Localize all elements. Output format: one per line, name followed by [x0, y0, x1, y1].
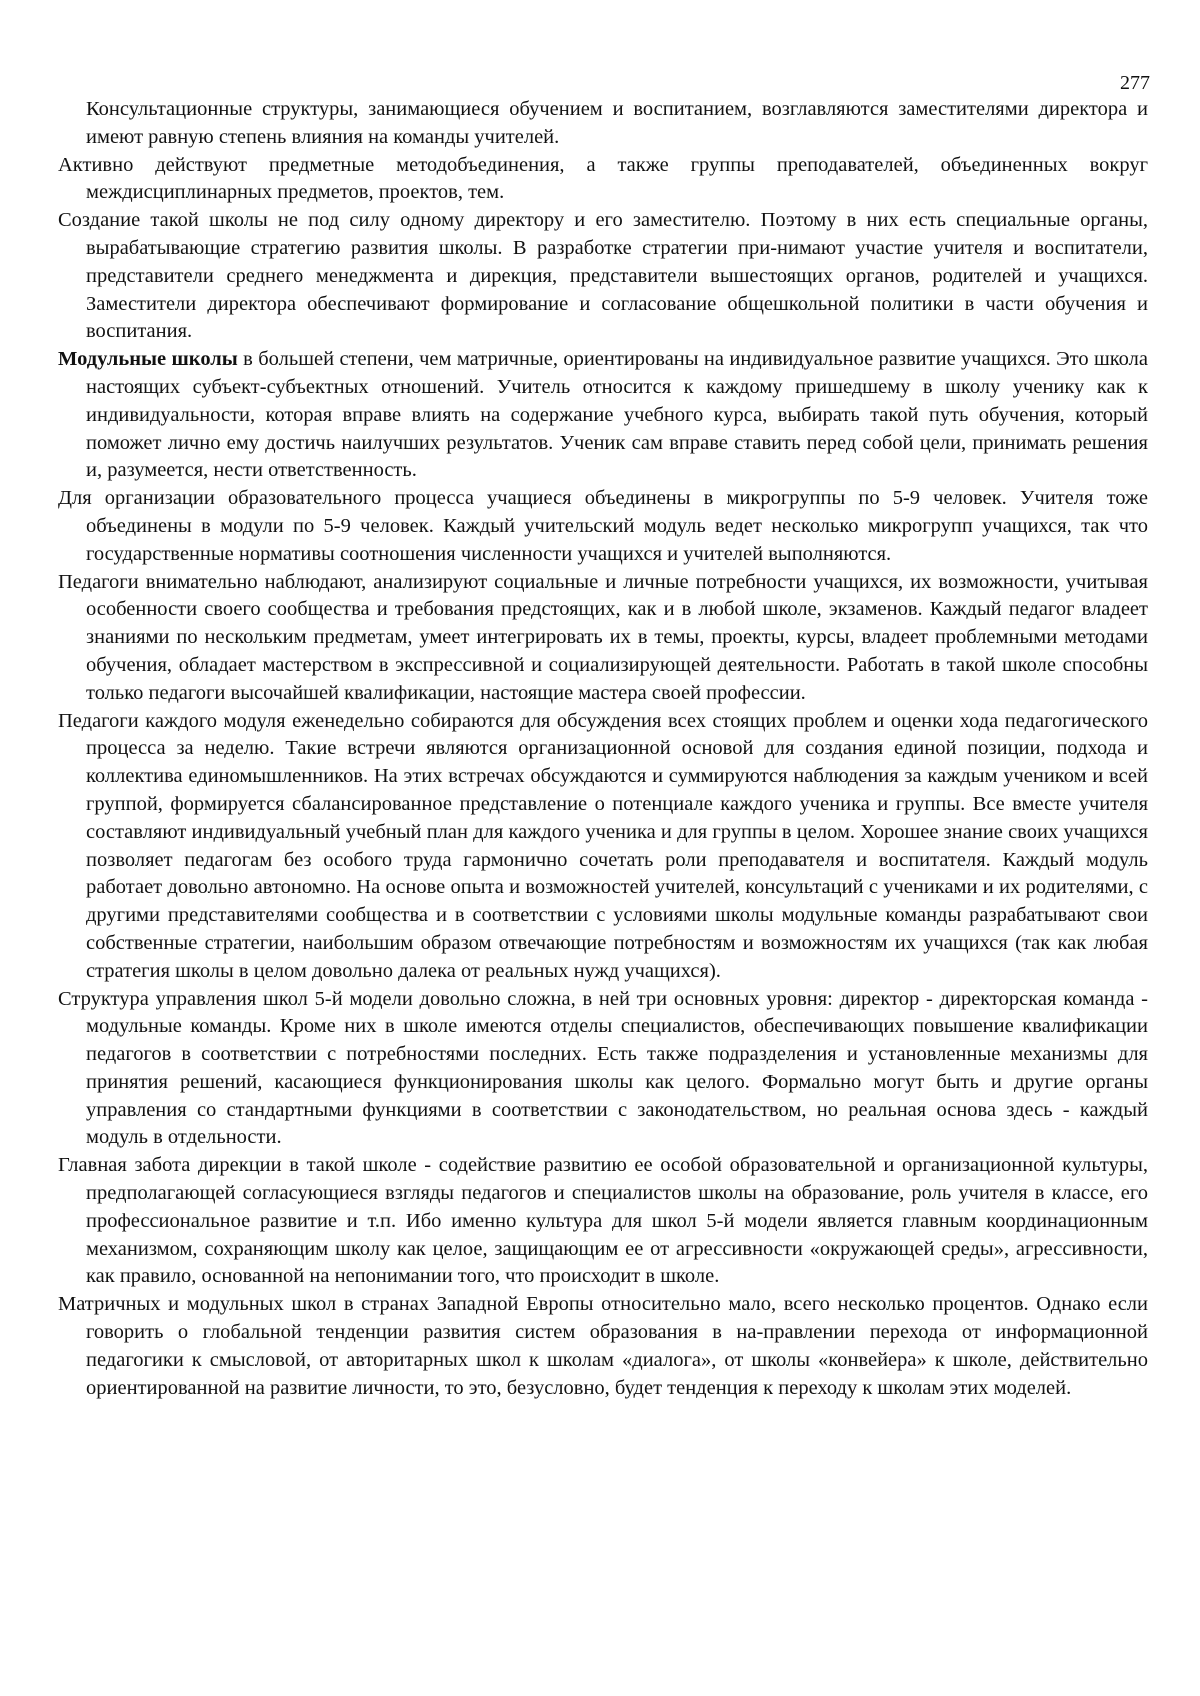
paragraph-text: Педагоги каждого модуля еженедельно собираются для обсуждения всех стоящих проблем и оценки хода педагогического процесса за неделю. Такие встречи являются организационной основой для создания единой позиции, подхода и коллектива единомышленников. На этих встречах обсуждаются и суммируются наблюдения за каждым учеником и всей группой, формируется сбалансированное представление о потенциале каждого ученика и группы. Все вместе учителя составляют индивидуальный учебный план для каждого ученика и для группы в целом. Хорошее знание своих учащихся позволяет педагогам без особого труда гармонично сочетать роли преподавателя и воспитателя. Каждый модуль работает довольно автономно. На основе опыта и возможностей учителей, консультаций с учениками и их родителями, с другими представителями сообщества и в соответствии с условиями школы модульные команды разрабатывают свои собственные стратегии, наибольшим образом отвечающие потребностям и возможностям их учащихся (так как любая стратегия школы в целом довольно далека от реальных нужд учащихся). [58, 709, 1148, 982]
paragraph-consultation-structures [58, 96, 1148, 152]
paragraph-microgroups [58, 485, 1148, 568]
paragraph-subject-associations [58, 152, 1148, 208]
paragraph-text: Для организации образовательного процесса учащиеся объединены в микрогруппы по 5-9 человек. Учителя тоже объединены в модули по 5-9 человек. Каждый учительский модуль ведет несколько микрогрупп учащихся, так что государственные нормативы соотношения численности учащихся и учителей выполняются. [58, 487, 1148, 565]
page-body [58, 96, 1148, 1402]
paragraph-text: Создание такой школы не под силу одному директору и его заместителю. Поэтому в них есть специальные органы, вырабатывающие стратегию развития школы. В разработке стратегии при-нимают участие учителя и воспитатели, представители среднего менеджмента и дирекция, представители вышестоящих органов, родителей и учащихся. Заместители директора обеспечивают формирование и согласование общешкольной политики в части обучения и воспитания. [58, 209, 1148, 343]
paragraph-text: в большей степени, чем матричные, ориентированы на индивидуальное развитие учащихся. Это школа настоящих субъект-субъектных отношений. Учитель относится к каждому пришедшему в школу ученику как к индивидуальности, которая вправе влиять на содержание учебного курса, выбирать такой путь обучения, который поможет лично ему достичь наилучших результатов. Ученик сам вправе ставить перед собой цели, принимать решения и, разумеется, нести ответственность. [86, 348, 1148, 482]
paragraph-text: Консультационные структуры, занимающиеся обучением и воспитанием, возглавляются заместителями директора и имеют равную степень влияния на команды учителей. [86, 98, 1148, 148]
paragraph-text: Активно действуют предметные методобъединения, а также группы преподавателей, объединенных вокруг междисциплинарных предметов, проектов, тем. [58, 153, 1148, 204]
paragraph-text: Структура управления школ 5-й модели довольно сложна, в ней три основных уровня: директор - директорская команда - модульные команды. Кроме них в школе имеются отделы специалистов, обеспечивающих повышение квалификации педагогов в соответствии с потребностями последних. Есть также подразделения и установленные механизмы для принятия решений, касающиеся функционирования школы как целого. Формально могут быть и другие органы управления со стандартными функциями в соответствии с законодательством, но реальная основа здесь - каждый модуль в отдельности. [58, 987, 1148, 1149]
paragraph-directorate-concern [58, 1152, 1148, 1291]
page-number: 277 [1120, 72, 1150, 94]
paragraph-western-europe [58, 1291, 1148, 1402]
paragraph-text: Матричных и модульных школ в странах Западной Европы относительно мало, всего несколько процентов. Однако если говорить о глобальной тенденции развития систем образования в на-правлении перехода от информационной педагогики к смысловой, от авторитарных школ к школам «диалога», от школы «конвейера» к школе, действительно ориентированной на развитие личности, то это, безусловно, будет тенденция к переходу к школам этих моделей. [58, 1293, 1148, 1399]
paragraph-strategy-bodies [58, 207, 1148, 346]
term-modular-schools: Модульные школы [58, 348, 238, 371]
paragraph-weekly-meetings [58, 708, 1148, 986]
paragraph-teachers-observe [58, 569, 1148, 708]
paragraph-management-structure [58, 986, 1148, 1153]
paragraph-text: Главная забота дирекции в такой школе - содействие развитию ее особой образовательной и организационной культуры, предполагающей согласующиеся взгляды педагогов и специалистов школы на образование, роль учителя в классе, его профессиональное развитие и т.п. Ибо именно культура для школ 5-й модели является главным координационным механизмом, сохраняющим школу как целое, защищающим ее от агрессивности «окружающей среды», агрессивности, как правило, основанной на непонимании того, что происходит в школе. [58, 1154, 1148, 1288]
paragraph-modular-schools [58, 346, 1148, 485]
paragraph-text: Педагоги внимательно наблюдают, анализируют социальные и личные потребности учащихся, их возможности, учитывая особенности своего сообщества и требования предстоящих, как и в любой школе, экзаменов. Каждый педагог владеет знаниями по нескольким предметам, умеет интегрировать их в темы, проекты, курсы, владеет проблемными методами обучения, обладает мастерством в экспрессивной и социализирующей деятельности. Работать в такой школе способны только педагоги высочайшей квалификации, настоящие мастера своей профессии. [58, 570, 1148, 704]
